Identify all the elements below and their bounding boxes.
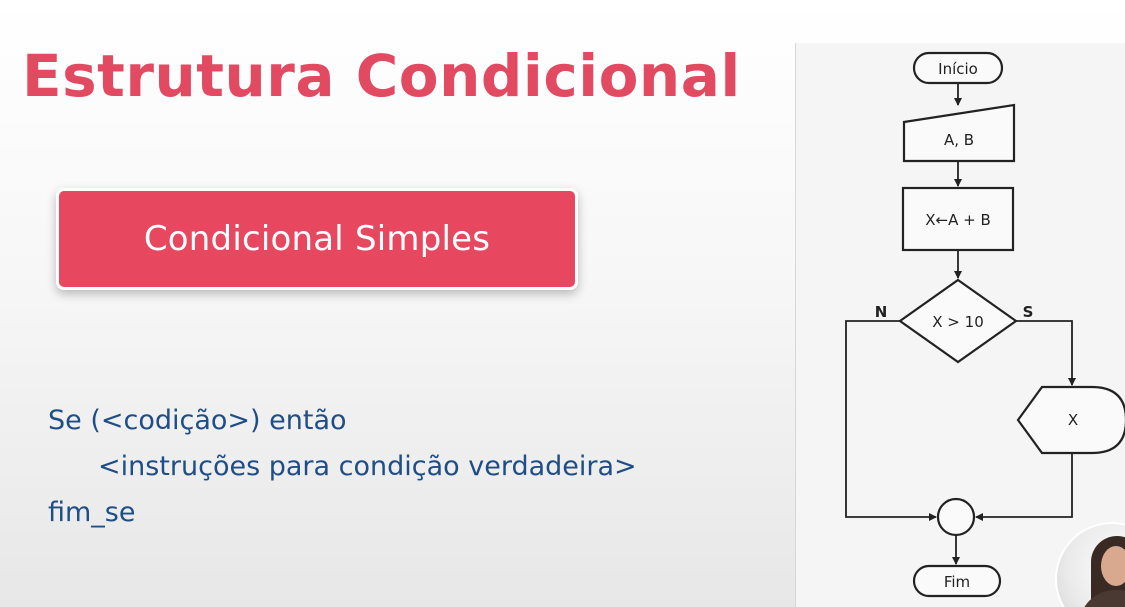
presenter-face <box>1101 546 1125 586</box>
start-label: Início <box>938 60 978 78</box>
banner-label: Condicional Simples <box>143 219 491 259</box>
conditional-simple-banner <box>56 188 578 290</box>
input-label: A, B <box>943 131 975 149</box>
process-label: X←A + B <box>925 211 991 229</box>
decision-label: X > 10 <box>932 313 984 331</box>
pseudocode-line-end: fim_se <box>48 497 136 528</box>
flowchart-panel <box>795 43 1125 607</box>
flowchart <box>796 43 1125 607</box>
end-label: Fim <box>943 573 971 591</box>
pseudocode-block <box>48 398 637 536</box>
pseudocode-line-instructions: <instruções para condição verdadeira> <box>98 451 637 482</box>
yes-branch-label: S <box>1022 303 1034 321</box>
presenter-body <box>1079 590 1125 607</box>
pseudocode-line-if: Se (<codição>) então <box>48 405 347 436</box>
output-label: X <box>1067 411 1079 429</box>
slide-title: Estrutura Condicional <box>22 42 741 110</box>
merge-connector <box>938 499 974 535</box>
yes-branch-line <box>1016 321 1072 385</box>
no-branch-label: N <box>874 303 888 321</box>
output-to-connector-line <box>976 453 1072 517</box>
no-branch-line <box>846 321 936 517</box>
